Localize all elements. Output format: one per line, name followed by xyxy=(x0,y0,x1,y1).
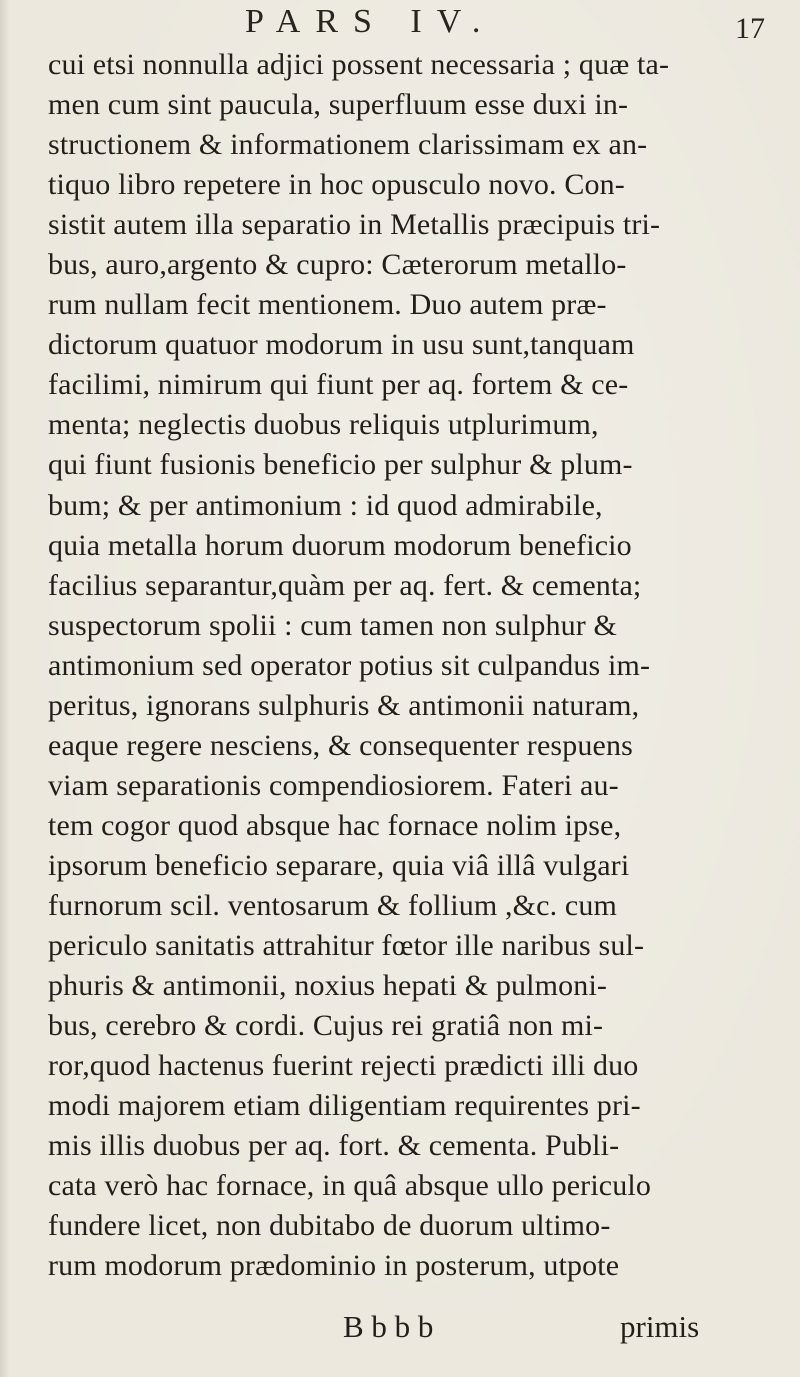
text-line: tiquo libro repetere in hoc opusculo novo. Con- xyxy=(48,168,625,202)
text-line: phuris & antimonii, noxius hepati & pulmoni- xyxy=(48,969,608,1003)
text-line: bus, cerebro & cordi. Cujus rei gratiâ non mi- xyxy=(48,1009,604,1043)
text-line: tem cogor quod absque hac fornace nolim ipse, xyxy=(48,808,622,842)
page-number: 17 xyxy=(735,12,765,45)
text-line: peritus, ignorans sulphuris & antimonii naturam, xyxy=(48,688,640,722)
catchword: primis xyxy=(620,1309,700,1344)
text-line: modi majorem etiam diligentiam requirentes pri- xyxy=(48,1089,641,1123)
text-line: periculo sanitatis attrahitur fœtor ille naribus sul- xyxy=(48,929,645,963)
text-line: suspectorum spolii : cum tamen non sulphur & xyxy=(48,608,618,642)
text-line: structionem & informationem clarissimam ex an- xyxy=(48,128,648,162)
text-line: bum; & per antimonium : id quod admirabile, xyxy=(48,488,603,522)
text-line: sistit autem illa separatio in Metallis præcipuis tri- xyxy=(48,208,661,242)
text-line: viam separationis compendiosiorem. Fateri au- xyxy=(48,768,619,802)
text-line: ror,quod hactenus fuerint rejecti prædicti illi duo xyxy=(48,1049,639,1083)
page-header xyxy=(0,2,800,45)
text-line: cata verò hac fornace, in quâ absque ullo periculo xyxy=(48,1169,652,1203)
text-line: fundere licet, non dubitabo de duorum ultimo- xyxy=(48,1209,611,1243)
page-footer xyxy=(0,1307,800,1347)
text-line: menta; neglectis duobus reliquis utplurimum, xyxy=(48,408,599,442)
text-line: rum modorum prædominio in posterum, utpote xyxy=(48,1249,620,1283)
text-line: eaque regere nesciens, & consequenter respuens xyxy=(48,728,633,762)
text-line: bus, auro,argento & cupro: Cæterorum metallo- xyxy=(48,248,627,282)
text-line: furnorum scil. ventosarum & follium ,&c. cum xyxy=(48,888,617,922)
text-line: antimonium sed operator potius sit culpandus im- xyxy=(48,648,651,682)
text-line: cui etsi nonnulla adjici possent necessaria ; quæ ta- xyxy=(48,48,670,81)
text-line: dictorum quatuor modorum in usu sunt,tanquam xyxy=(48,328,635,362)
signature-mark: B b b b xyxy=(343,1309,434,1344)
gutter-shadow xyxy=(0,0,10,1377)
text-line: ipsorum beneficio separare, quia viâ illâ vulgari xyxy=(48,848,630,882)
text-line: facilius separantur,quàm per aq. fert. & cementa; xyxy=(48,568,642,602)
text-line: facilimi, nimirum qui fiunt per aq. fortem & ce- xyxy=(48,368,629,402)
text-line: quia metalla horum duorum modorum beneficio xyxy=(48,528,632,562)
text-line: men cum sint paucula, superfluum esse duxi in- xyxy=(48,88,629,122)
text-line: mis illis duobus per aq. fort. & cementa. Publi- xyxy=(48,1129,620,1163)
running-head: PARS IV. xyxy=(245,3,496,40)
text-line: qui fiunt fusionis beneficio per sulphur & plum- xyxy=(48,448,633,482)
text-line: rum nullam fecit mentionem. Duo autem præ- xyxy=(48,288,607,322)
body-text xyxy=(48,45,768,1286)
